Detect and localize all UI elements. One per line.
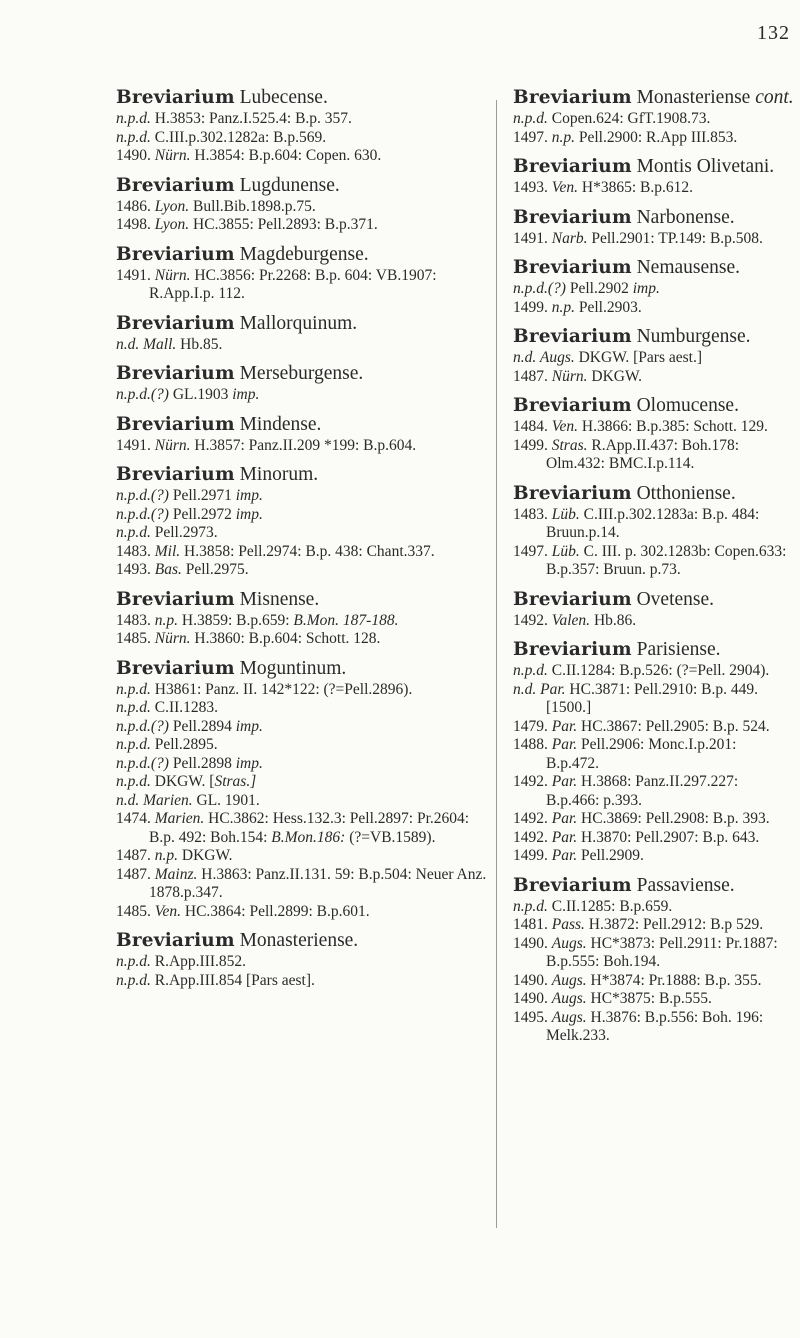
citation-text: 1493. bbox=[116, 561, 155, 578]
citation-line bbox=[116, 198, 492, 217]
heading-keyword: Breviarium bbox=[116, 312, 235, 334]
imprint-italic: n.p.d.(?) bbox=[116, 505, 169, 523]
citation-line bbox=[116, 810, 492, 847]
citation-line bbox=[513, 299, 793, 318]
heading-name: Mindense. bbox=[239, 413, 322, 435]
imprint-italic: Lüb. bbox=[551, 542, 580, 560]
citation-text: 1493. bbox=[513, 179, 552, 196]
citation-line bbox=[116, 903, 492, 922]
citation-text: H3861: Panz. II. 142*122: (?=Pell.2896). bbox=[150, 680, 413, 698]
entry-heading bbox=[116, 242, 492, 267]
citation-text: GL.1903 bbox=[168, 386, 233, 403]
citation-text: 1492. bbox=[513, 611, 552, 629]
citation-text: 1491. bbox=[513, 229, 552, 247]
heading-keyword: Breviarium bbox=[513, 639, 632, 660]
citation-text: C.II.1285: B.p.659. bbox=[547, 897, 673, 915]
entry-heading bbox=[513, 324, 793, 349]
citation-text: H*3865: B.p.612. bbox=[578, 179, 693, 196]
imprint-italic: Nürn. bbox=[154, 266, 191, 284]
citation-text: 1490. bbox=[513, 971, 552, 989]
citation-text: 1483. bbox=[513, 505, 552, 523]
index-entry bbox=[116, 242, 492, 304]
citation-text: H.3853: Panz.I.525.4: B.p. 357. bbox=[150, 110, 352, 127]
citation-text: H*3874: Pr.1888: B.p. 355. bbox=[586, 971, 762, 989]
entry-heading bbox=[513, 873, 793, 898]
citation-text: H.3854: B.p.604: Copen. 630. bbox=[190, 147, 382, 164]
imprint-italic: n.p.d. bbox=[116, 128, 151, 146]
citation-line bbox=[116, 953, 492, 972]
citation-line bbox=[116, 792, 492, 811]
citation-line bbox=[116, 216, 492, 235]
entry-heading bbox=[513, 637, 793, 662]
citation-text: H.3866: B.p.385: Schott. 129. bbox=[578, 418, 768, 435]
imprint-italic: n.p.d. bbox=[116, 699, 151, 716]
citation-text: 1499. bbox=[513, 847, 552, 864]
imprint-italic: n.p.d. bbox=[116, 110, 151, 127]
entry-heading bbox=[513, 587, 793, 612]
citation-text: HC*3873: Pell.2911: Pr.1887: B.p.555: Boh.194. bbox=[546, 934, 778, 970]
citation-line bbox=[116, 129, 492, 148]
citation-line bbox=[116, 543, 492, 562]
citation-line bbox=[116, 612, 492, 631]
index-entry bbox=[513, 587, 793, 631]
citation-line bbox=[116, 773, 492, 792]
citation-text: Pell.2903. bbox=[575, 298, 642, 316]
citation-line bbox=[116, 630, 492, 649]
citation-text: C. III. p. 302.1283b: Copen.633: B.p.357: Bruun. p.73. bbox=[546, 542, 787, 578]
heading-continued: cont. bbox=[755, 87, 794, 108]
citation-text: C.II.1283. bbox=[150, 699, 219, 716]
heading-keyword: Breviarium bbox=[116, 174, 235, 196]
citation-text: 1499. bbox=[513, 436, 552, 454]
imprint-italic: n.p. bbox=[154, 611, 178, 629]
citation-text: H.3876: B.p.556: Boh. 196: Melk.233. bbox=[546, 1008, 764, 1044]
citation-line bbox=[513, 129, 793, 148]
citation-text: Pell.2909. bbox=[577, 847, 644, 864]
citation-text: GL. 1901. bbox=[192, 791, 260, 809]
citation-text: Pell.2898 bbox=[168, 754, 236, 772]
citation-text: Bull.Bib.1898.p.75. bbox=[189, 197, 316, 215]
citation-line bbox=[513, 349, 793, 368]
imprint-italic: Par. bbox=[551, 810, 578, 827]
index-entry bbox=[513, 873, 793, 1046]
imprint-italic: Marien. bbox=[154, 810, 205, 827]
citation-text: R.App.III.852. bbox=[150, 953, 247, 970]
heading-name: Magdeburgense. bbox=[239, 243, 369, 265]
entry-heading bbox=[116, 173, 492, 198]
citation-text: Pell.2906: Monc.I.p.201: B.p.472. bbox=[546, 736, 737, 772]
citation-text: 1498. bbox=[116, 216, 155, 233]
heading-name: Nemausense. bbox=[636, 257, 741, 278]
imprint-italic: n.p. bbox=[551, 298, 575, 316]
index-entry bbox=[513, 637, 793, 866]
citation-text: Pell.2895. bbox=[150, 736, 218, 753]
citation-line bbox=[513, 437, 793, 474]
heading-name: Monasteriense bbox=[636, 87, 751, 108]
index-entry bbox=[116, 656, 492, 922]
heading-name: Passaviense. bbox=[636, 874, 735, 896]
citation-line bbox=[513, 418, 793, 437]
citation-line bbox=[116, 524, 492, 543]
heading-name: Monasteriense. bbox=[239, 930, 359, 951]
imprint-italic: Mil. bbox=[154, 542, 181, 560]
entry-heading bbox=[513, 393, 793, 418]
index-entry bbox=[116, 85, 492, 166]
heading-keyword: Breviarium bbox=[513, 395, 632, 416]
citation-text: 1497. bbox=[513, 128, 552, 146]
citation-text: Pell.2975. bbox=[181, 561, 249, 578]
imprint-italic: Bas. bbox=[154, 561, 182, 578]
imprint-italic: Pass. bbox=[551, 916, 585, 933]
entry-heading bbox=[116, 311, 492, 336]
imprint-italic: n.p.d. bbox=[513, 897, 548, 915]
imprint-italic: Nürn. bbox=[154, 147, 191, 164]
heading-keyword: Breviarium bbox=[513, 482, 632, 504]
citation-line bbox=[513, 506, 793, 543]
imprint-italic: Augs. bbox=[551, 1008, 587, 1026]
index-entry bbox=[116, 928, 492, 990]
citation-text: 1491. bbox=[116, 436, 155, 454]
citation-line bbox=[116, 386, 492, 405]
index-entry bbox=[513, 255, 793, 317]
imprint-italic: Par. bbox=[551, 847, 578, 864]
citation-text: HC.3856: Pr.2268: B.p. 604: VB.1907: R.App.I.p. 112. bbox=[149, 266, 437, 302]
citation-line bbox=[513, 179, 793, 198]
citation-text: 1485. bbox=[116, 902, 155, 920]
citation-line bbox=[116, 681, 492, 700]
citation-text: 1486. bbox=[116, 197, 155, 215]
citation-text: DKGW. bbox=[587, 367, 643, 385]
heading-keyword: Breviarium bbox=[116, 363, 235, 384]
citation-text: 1483. bbox=[116, 542, 155, 560]
imprint-italic: Nürn. bbox=[551, 367, 588, 385]
citation-line bbox=[513, 612, 793, 631]
citation-line bbox=[116, 487, 492, 506]
citation-text: 1495. bbox=[513, 1008, 552, 1026]
imprint-italic: Augs. bbox=[551, 990, 587, 1007]
index-entry bbox=[513, 85, 793, 147]
citation-text: H.3863: Panz.II.131. 59: B.p.504: Neuer Anz. 1878.p.347. bbox=[149, 865, 487, 901]
heading-keyword: Breviarium bbox=[513, 156, 632, 177]
index-entry bbox=[116, 587, 492, 649]
imprint-italic: Par. bbox=[551, 736, 578, 753]
index-entry bbox=[513, 393, 793, 474]
citation-text: Hb.86. bbox=[590, 611, 637, 629]
entry-heading bbox=[116, 928, 492, 953]
citation-text: 1488. bbox=[513, 736, 552, 753]
citation-line bbox=[116, 110, 492, 129]
imprint-italic: n.p.d. bbox=[116, 971, 151, 989]
citation-text: Pell.2972 bbox=[168, 505, 236, 523]
heading-name: Narbonense. bbox=[636, 206, 735, 228]
index-entry bbox=[116, 412, 492, 456]
citation-text: 1490. bbox=[513, 990, 552, 1007]
citation-line bbox=[513, 972, 793, 991]
citation-text: 1485. bbox=[116, 630, 155, 647]
citation-text: 1490. bbox=[513, 934, 552, 952]
citation-line bbox=[116, 866, 492, 903]
citation-line bbox=[513, 935, 793, 972]
imprint-italic: imp. bbox=[232, 386, 260, 403]
citation-text: H.3857: Panz.II.209 *199: B.p.604. bbox=[190, 436, 417, 454]
citation-text: R.App.II.437: Boh.178: Olm.432: BMC.I.p.114. bbox=[546, 436, 740, 472]
citation-line bbox=[116, 699, 492, 718]
citation-text: HC.3869: Pell.2908: B.p. 393. bbox=[577, 810, 770, 827]
heading-keyword: Breviarium bbox=[116, 657, 235, 679]
citation-line bbox=[116, 506, 492, 525]
citation-text: 1491. bbox=[116, 266, 155, 284]
citation-text: 1499. bbox=[513, 298, 552, 316]
heading-name: Ovetense. bbox=[636, 588, 715, 610]
index-entry bbox=[116, 361, 492, 405]
imprint-italic: imp. bbox=[235, 505, 263, 523]
citation-line bbox=[116, 147, 492, 166]
imprint-italic: n.d. Augs. bbox=[513, 349, 575, 366]
heading-name: Montis Olivetani. bbox=[636, 156, 775, 177]
imprint-italic: Augs. bbox=[551, 971, 587, 989]
entry-heading bbox=[513, 205, 793, 230]
entry-heading bbox=[116, 361, 492, 386]
imprint-italic: Par. bbox=[551, 828, 578, 846]
heading-keyword: Breviarium bbox=[513, 588, 632, 610]
imprint-italic: Lyon. bbox=[154, 216, 190, 233]
imprint-italic: Mainz. bbox=[154, 865, 198, 883]
imprint-italic: imp. bbox=[235, 754, 263, 772]
imprint-italic: n.p.d. bbox=[116, 773, 151, 790]
citation-line bbox=[513, 662, 793, 681]
entry-heading bbox=[513, 85, 793, 110]
citation-line bbox=[116, 755, 492, 774]
index-entry bbox=[116, 173, 492, 235]
citation-line bbox=[513, 810, 793, 829]
citation-line bbox=[513, 916, 793, 935]
citation-line bbox=[116, 736, 492, 755]
heading-keyword: Breviarium bbox=[116, 413, 235, 435]
citation-text: 1497. bbox=[513, 542, 552, 560]
imprint-italic: n.d. Marien. bbox=[116, 791, 193, 809]
heading-keyword: Breviarium bbox=[513, 326, 632, 347]
citation-text: 1490. bbox=[116, 147, 155, 164]
citation-text: C.II.1284: B.p.526: (?=Pell. 2904). bbox=[547, 662, 770, 679]
citation-line bbox=[116, 718, 492, 737]
entry-heading bbox=[116, 656, 492, 681]
heading-keyword: Breviarium bbox=[116, 588, 235, 610]
citation-line bbox=[513, 110, 793, 129]
citation-text: 1492. bbox=[513, 773, 552, 790]
imprint-italic: Nürn. bbox=[154, 630, 191, 647]
entry-heading bbox=[513, 481, 793, 506]
imprint-italic: Par. bbox=[551, 773, 578, 790]
imprint-italic: Augs. bbox=[551, 934, 587, 952]
citation-text: 1492. bbox=[513, 828, 552, 846]
citation-text: H.3872: Pell.2912: B.p 529. bbox=[584, 916, 764, 933]
citation-text: C.III.p.302.1282a: B.p.569. bbox=[150, 128, 327, 146]
imprint-italic: n.p. bbox=[551, 128, 575, 146]
citation-line bbox=[513, 829, 793, 848]
imprint-italic: n.p.d. bbox=[513, 110, 548, 127]
citation-text: HC.3855: Pell.2893: B.p.371. bbox=[189, 216, 378, 233]
imprint-italic: n.d. Mall. bbox=[116, 335, 177, 353]
index-entry bbox=[116, 311, 492, 355]
heading-name: Misnense. bbox=[239, 588, 320, 610]
entry-heading bbox=[116, 587, 492, 612]
citation-text: DKGW. [ bbox=[150, 773, 215, 790]
imprint-italic: ] bbox=[250, 773, 257, 790]
citation-line bbox=[513, 1009, 793, 1046]
left-column bbox=[116, 85, 492, 997]
citation-text: DKGW. [Pars aest.] bbox=[574, 349, 703, 366]
citation-text: H.3859: B.p.659: bbox=[178, 611, 294, 629]
citation-text: HC.3862: Hess.132.3: Pell.2897: Pr.2604: B.p. 492: Boh.154: bbox=[149, 810, 470, 846]
imprint-italic: n.p.d.(?) bbox=[116, 386, 169, 403]
page-number: 132 bbox=[757, 22, 790, 44]
citation-text: 1479. bbox=[513, 717, 552, 735]
citation-line bbox=[513, 681, 793, 718]
imprint-italic: Ven. bbox=[551, 179, 579, 196]
citation-text: 1481. bbox=[513, 916, 552, 933]
citation-text: (?=VB.1589). bbox=[345, 828, 436, 846]
imprint-italic: Lyon. bbox=[154, 197, 190, 215]
index-entry bbox=[116, 462, 492, 580]
imprint-italic: n.d. Par. bbox=[513, 680, 566, 698]
imprint-italic: n.p.d.(?) bbox=[116, 487, 169, 504]
citation-line bbox=[513, 847, 793, 866]
imprint-italic: n.p.d. bbox=[116, 736, 151, 753]
citation-text: 1483. bbox=[116, 611, 155, 629]
column-divider bbox=[496, 100, 497, 1228]
heading-name: Olomucense. bbox=[636, 395, 739, 416]
citation-text: 1474. bbox=[116, 810, 155, 827]
imprint-italic: n.p.d.(?) bbox=[513, 280, 566, 297]
citation-line bbox=[116, 561, 492, 580]
imprint-italic: B.Mon. 187-188. bbox=[293, 611, 399, 629]
imprint-italic: B.Mon.186: bbox=[271, 828, 346, 846]
imprint-italic: Narb. bbox=[551, 229, 588, 247]
imprint-italic: imp. bbox=[235, 487, 263, 504]
citation-line bbox=[116, 336, 492, 355]
citation-text: H.3858: Pell.2974: B.p. 438: Chant.337. bbox=[180, 542, 435, 560]
citation-line bbox=[513, 543, 793, 580]
citation-text: Pell.2971 bbox=[168, 487, 236, 504]
imprint-italic: n.p.d.(?) bbox=[116, 717, 169, 735]
citation-text: HC.3871: Pell.2910: B.p. 449. [1500.] bbox=[546, 680, 759, 716]
heading-name: Lubecense. bbox=[239, 87, 328, 108]
imprint-italic: Valen. bbox=[551, 611, 591, 629]
citation-line bbox=[116, 437, 492, 456]
citation-line bbox=[513, 718, 793, 737]
imprint-italic: Par. bbox=[551, 717, 578, 735]
entry-heading bbox=[116, 412, 492, 437]
citation-text: Pell.2894 bbox=[168, 717, 236, 735]
citation-text: Copen.624: GfT.1908.73. bbox=[547, 110, 711, 127]
citation-text: Pell.2973. bbox=[150, 524, 218, 541]
entry-heading bbox=[116, 85, 492, 110]
imprint-italic: n.p.d. bbox=[513, 662, 548, 679]
citation-text: 1487. bbox=[513, 367, 552, 385]
heading-name: Mallorquinum. bbox=[239, 312, 358, 334]
citation-text: 1487. bbox=[116, 847, 155, 864]
imprint-italic: imp. bbox=[235, 717, 263, 735]
imprint-italic: Nürn. bbox=[154, 436, 191, 454]
imprint-italic: Stras. bbox=[551, 436, 588, 454]
index-entry bbox=[513, 481, 793, 580]
citation-text: 1487. bbox=[116, 865, 155, 883]
heading-name: Otthoniense. bbox=[636, 482, 736, 504]
citation-text: R.App.III.854 [Pars aest]. bbox=[150, 971, 315, 989]
index-entry bbox=[513, 205, 793, 249]
entry-heading bbox=[116, 462, 492, 487]
citation-line bbox=[513, 368, 793, 387]
imprint-italic: n.p. bbox=[154, 847, 178, 864]
citation-text: 1484. bbox=[513, 418, 552, 435]
heading-keyword: Breviarium bbox=[116, 464, 235, 485]
citation-text: Pell.2901: TP.149: B.p.508. bbox=[587, 229, 763, 247]
citation-text: HC.3867: Pell.2905: B.p. 524. bbox=[577, 717, 770, 735]
citation-text: H.3870: Pell.2907: B.p. 643. bbox=[577, 828, 760, 846]
heading-keyword: Breviarium bbox=[513, 874, 632, 896]
citation-line bbox=[116, 267, 492, 304]
imprint-italic: Stras. bbox=[214, 773, 251, 790]
citation-text: C.III.p.302.1283a: B.p. 484: Bruun.p.14. bbox=[546, 505, 760, 541]
heading-keyword: Breviarium bbox=[116, 243, 235, 265]
citation-text: Pell.2900: R.App III.853. bbox=[575, 128, 738, 146]
heading-keyword: Breviarium bbox=[513, 87, 632, 108]
citation-text: HC*3875: B.p.555. bbox=[586, 990, 712, 1007]
entry-heading bbox=[513, 255, 793, 280]
citation-text: DKGW. bbox=[178, 847, 233, 864]
heading-keyword: Breviarium bbox=[513, 206, 632, 228]
citation-line bbox=[116, 972, 492, 991]
imprint-italic: n.p.d.(?) bbox=[116, 754, 169, 772]
heading-name: Lugdunense. bbox=[239, 174, 340, 196]
entry-heading bbox=[513, 154, 793, 179]
citation-line bbox=[513, 736, 793, 773]
citation-text: Hb.85. bbox=[176, 335, 223, 353]
citation-text: 1492. bbox=[513, 810, 552, 827]
heading-keyword: Breviarium bbox=[116, 930, 235, 951]
heading-keyword: Breviarium bbox=[116, 87, 235, 108]
imprint-italic: imp. bbox=[632, 280, 660, 297]
citation-line bbox=[513, 990, 793, 1009]
right-column bbox=[513, 85, 793, 1053]
citation-line bbox=[513, 773, 793, 810]
imprint-italic: n.p.d. bbox=[116, 680, 151, 698]
citation-text: H.3860: B.p.604: Schott. 128. bbox=[190, 630, 381, 647]
imprint-italic: Ven. bbox=[551, 418, 579, 435]
imprint-italic: Lüb. bbox=[551, 505, 580, 523]
heading-keyword: Breviarium bbox=[513, 257, 632, 278]
imprint-italic: Ven. bbox=[154, 902, 182, 920]
citation-text: HC.3864: Pell.2899: B.p.601. bbox=[181, 902, 370, 920]
imprint-italic: n.p.d. bbox=[116, 953, 151, 970]
citation-text: Pell.2902 bbox=[565, 280, 633, 297]
index-entry bbox=[513, 324, 793, 386]
citation-line bbox=[513, 898, 793, 917]
imprint-italic: n.p.d. bbox=[116, 524, 151, 541]
heading-name: Numburgense. bbox=[636, 326, 751, 347]
heading-name: Parisiense. bbox=[636, 639, 721, 660]
citation-line bbox=[116, 847, 492, 866]
citation-line bbox=[513, 280, 793, 299]
citation-line bbox=[513, 230, 793, 249]
heading-name: Minorum. bbox=[239, 464, 319, 485]
index-entry bbox=[513, 154, 793, 198]
citation-text: H.3868: Panz.II.297.227: B.p.466: p.393. bbox=[546, 773, 739, 809]
heading-name: Merseburgense. bbox=[239, 363, 364, 384]
heading-name: Moguntinum. bbox=[239, 657, 347, 679]
